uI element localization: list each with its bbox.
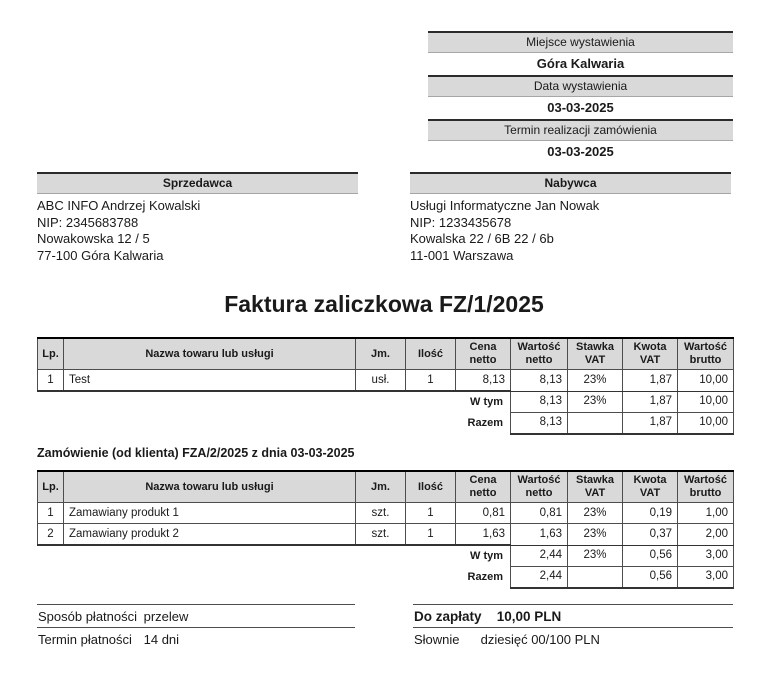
- cell-name: Zamawiany produkt 2: [64, 524, 356, 546]
- w-tym-row: [38, 545, 734, 566]
- order-table-header-row: [38, 471, 734, 503]
- cell-unit: usł.: [356, 370, 406, 392]
- col-vat-amount: Kwota VAT: [623, 338, 678, 370]
- payment-method-row: [37, 605, 355, 627]
- buyer-street: Kowalska 22 / 6B 22 / 6b: [410, 231, 554, 246]
- cell-vat-amount: 1,87: [623, 370, 678, 392]
- cell-unit: szt.: [356, 503, 406, 524]
- razem-row: [38, 412, 734, 434]
- w-tym-vat: 0,56: [623, 545, 678, 566]
- col-unit: Jm.: [356, 338, 406, 370]
- issue-place-value: Góra Kalwaria: [536, 56, 625, 71]
- razem-vat: 1,87: [623, 412, 678, 434]
- seller-name: ABC INFO Andrzej Kowalski: [37, 198, 201, 213]
- razem-row: [38, 566, 734, 588]
- issue-date-label: Data wystawienia: [428, 75, 733, 97]
- cell-qty: 1: [406, 524, 456, 546]
- col-vat-rate: Stawka VAT: [568, 338, 623, 370]
- col-lp: Lp.: [38, 471, 64, 503]
- razem-net: 8,13: [511, 412, 568, 434]
- total-due-info: [413, 604, 733, 650]
- w-tym-net: 8,13: [511, 391, 568, 412]
- cell-vat-amount: 0,19: [623, 503, 678, 524]
- col-unit: Jm.: [356, 471, 406, 503]
- w-tym-gross: 3,00: [678, 545, 734, 566]
- seller-section: [37, 172, 358, 264]
- order-section-heading: Zamówienie (od klienta) FZA/2/2025 z dnia 03-03-2025: [37, 446, 355, 460]
- col-vat-rate: Stawka VAT: [568, 471, 623, 503]
- razem-label: Razem: [467, 416, 503, 429]
- col-net-price: Cena netto: [456, 338, 511, 370]
- amount-in-words-label: Słownie: [414, 632, 460, 647]
- issue-place-label: Miejsce wystawienia: [428, 31, 733, 53]
- cell-qty: 1: [406, 370, 456, 392]
- buyer-address: [410, 194, 731, 264]
- cell-net-price: 0,81: [456, 503, 511, 524]
- w-tym-label: W tym: [470, 549, 503, 562]
- col-gross-value: Wartość brutto: [678, 471, 734, 503]
- razem-gross: 10,00: [678, 412, 734, 434]
- cell-vat-rate: 23%: [568, 524, 623, 546]
- col-qty: Ilość: [406, 338, 456, 370]
- payment-term-row: [37, 628, 355, 650]
- col-vat-amount: Kwota VAT: [623, 471, 678, 503]
- cell-net-value: 1,63: [511, 524, 568, 546]
- invoice-table-header-row: [38, 338, 734, 370]
- seller-street: Nowakowska 12 / 5: [37, 231, 150, 246]
- razem-rate: [568, 566, 623, 588]
- cell-net-value: 0,81: [511, 503, 568, 524]
- cell-net-value: 8,13: [511, 370, 568, 392]
- total-due-label: Do zapłaty: [414, 609, 482, 624]
- buyer-name: Usługi Informatyczne Jan Nowak: [410, 198, 600, 213]
- w-tym-vat: 1,87: [623, 391, 678, 412]
- table-row: [38, 524, 734, 546]
- cell-lp: 1: [38, 503, 64, 524]
- fulfillment-date-value: 03-03-2025: [547, 144, 614, 159]
- table-row: [38, 370, 734, 392]
- buyer-nip: NIP: 1233435678: [410, 214, 512, 230]
- fulfillment-date-label: Termin realizacji zamówienia: [428, 119, 733, 141]
- issue-date-value: 03-03-2025: [547, 100, 614, 115]
- col-net-value: Wartość netto: [511, 471, 568, 503]
- razem-gross: 3,00: [678, 566, 734, 588]
- razem-net: 2,44: [511, 566, 568, 588]
- col-net-price: Cena netto: [456, 471, 511, 503]
- cell-name: Test: [64, 370, 356, 392]
- w-tym-gross: 10,00: [678, 391, 734, 412]
- issue-info-panel: [428, 31, 733, 163]
- buyer-header: Nabywca: [410, 172, 731, 194]
- payment-method-label: Sposób płatności: [38, 609, 138, 624]
- cell-lp: 1: [38, 370, 64, 392]
- total-due-row: [413, 605, 733, 627]
- buyer-section: [410, 172, 731, 264]
- seller-nip: NIP: 2345683788: [37, 214, 139, 230]
- cell-vat-amount: 0,37: [623, 524, 678, 546]
- cell-name: Zamawiany produkt 1: [64, 503, 356, 524]
- table-row: [38, 503, 734, 524]
- cell-vat-rate: 23%: [568, 370, 623, 392]
- razem-vat: 0,56: [623, 566, 678, 588]
- payment-method-value: przelew: [143, 609, 189, 624]
- cell-qty: 1: [406, 503, 456, 524]
- cell-net-price: 8,13: [456, 370, 511, 392]
- cell-lp: 2: [38, 524, 64, 546]
- seller-header: Sprzedawca: [37, 172, 358, 194]
- payment-term-value: 14 dni: [143, 632, 180, 647]
- w-tym-net: 2,44: [511, 545, 568, 566]
- razem-label: Razem: [467, 570, 503, 583]
- cell-net-price: 1,63: [456, 524, 511, 546]
- razem-rate: [568, 412, 623, 434]
- total-due-value: 10,00 PLN: [496, 609, 562, 624]
- order-items-table: [37, 470, 733, 589]
- w-tym-rate: 23%: [568, 391, 623, 412]
- col-qty: Ilość: [406, 471, 456, 503]
- w-tym-label: W tym: [470, 395, 503, 408]
- col-name: Nazwa towaru lub usługi: [64, 471, 356, 503]
- col-net-value: Wartość netto: [511, 338, 568, 370]
- payment-term-label: Termin płatności: [38, 632, 132, 647]
- w-tym-row: [38, 391, 734, 412]
- payment-info: [37, 604, 355, 650]
- col-lp: Lp.: [38, 338, 64, 370]
- col-name: Nazwa towaru lub usługi: [64, 338, 356, 370]
- seller-address: [37, 194, 358, 264]
- seller-city: 77-100 Góra Kalwaria: [37, 247, 164, 263]
- document-title: Faktura zaliczkowa FZ/1/2025: [224, 291, 544, 317]
- cell-gross-value: 1,00: [678, 503, 734, 524]
- buyer-city: 11-001 Warszawa: [410, 247, 514, 263]
- cell-gross-value: 10,00: [678, 370, 734, 392]
- w-tym-rate: 23%: [568, 545, 623, 566]
- amount-in-words-value: dziesięć 00/100 PLN: [480, 632, 600, 647]
- cell-vat-rate: 23%: [568, 503, 623, 524]
- col-gross-value: Wartość brutto: [678, 338, 734, 370]
- cell-unit: szt.: [356, 524, 406, 546]
- amount-in-words-row: [413, 628, 733, 650]
- cell-gross-value: 2,00: [678, 524, 734, 546]
- invoice-items-table: [37, 337, 733, 435]
